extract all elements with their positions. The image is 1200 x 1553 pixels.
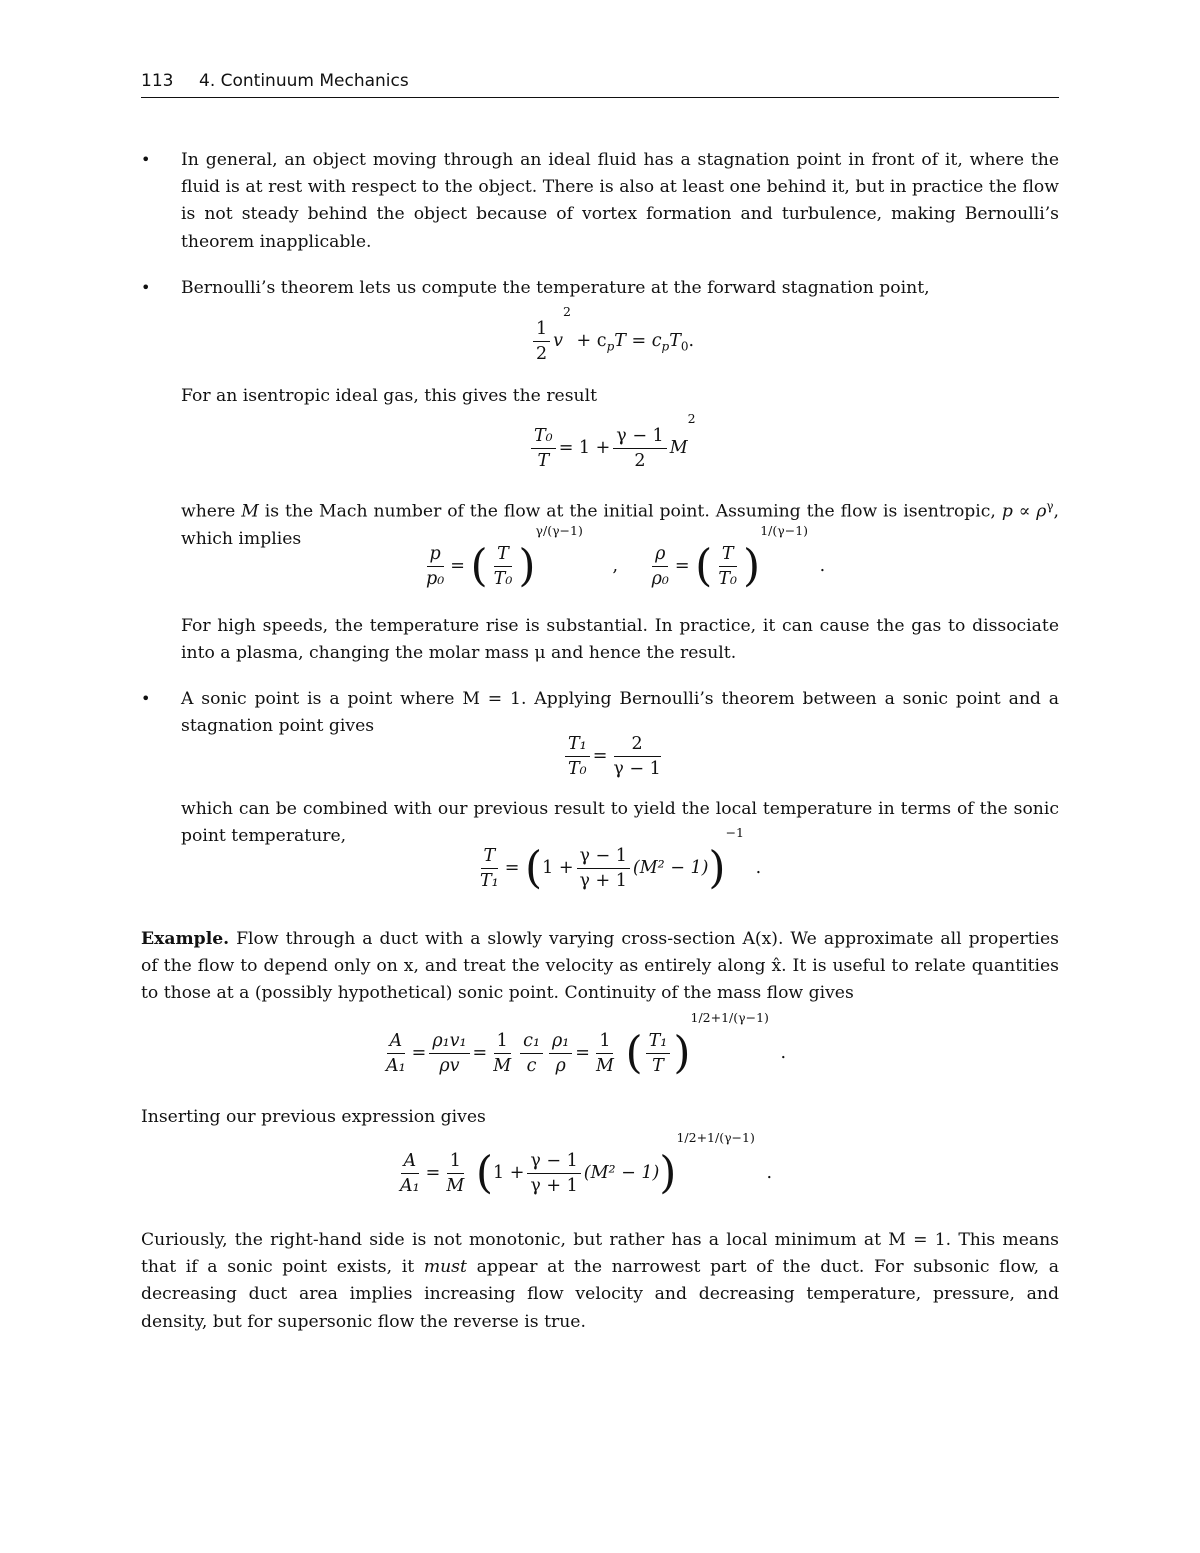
paragraph-sonic-point: A sonic point is a point where M = 1. Applying Bernoulli’s theorem between a sonic point and a stagnation point gives bbox=[181, 689, 1059, 737]
equation-pressure-density: $\frac{p}{\text{p₀}}$ = ( $\frac{T}{\text{T₀}}$ )$^{\gamma/(\gamma-1)}$ , $\frac{\rho}{\text{ρ₀}}$ = ( $\frac{T}{\text{T₀}}$ )$^{1/(\gamma-1)}$ . bbox=[426, 523, 826, 592]
page-header bbox=[141, 70, 1059, 98]
bullet: • bbox=[141, 689, 151, 708]
paragraph-curiously: Curiously, the right-hand side is not monotonic, but rather has a local minimum at M = 1. This means that if a sonic point exists, it must appear at the narrowest part of the duct. For subsonic flow, a decreasing duct area implies increasing flow velocity and decreasing temperature, pressure, and density, but for supersonic flow the reverse is true. bbox=[141, 1230, 1059, 1332]
chapter-title: 4. Continuum Mechanics bbox=[199, 71, 409, 91]
paragraph-stagnation: In general, an object moving through an ideal fluid has a stagnation point in front of it, where the fluid is at rest with respect to the object. There is also at least one behind it, but in practice the flow is not steady behind the object because of vortex formation and turbulence, making Bernoulli’s theorem inapplicable. bbox=[181, 150, 1059, 252]
paragraph-high-speeds: For high speeds, the temperature rise is substantial. In practice, it can cause the gas to dissociate into a plasma, changing the molar mass μ and hence the result. bbox=[181, 616, 1059, 664]
page-number: 113 bbox=[141, 71, 174, 91]
equation-local-temperature: $\frac{T}{\text{T₁}}$ = (1 + $\frac{\gamma - 1}{\gamma + 1}$ (M² − 1))$^{-1}$ . bbox=[480, 825, 762, 894]
bullet: • bbox=[141, 278, 151, 297]
example-label: Example. bbox=[141, 929, 230, 949]
paragraph-mach: where M is the Mach number of the flow at the initial point. Assuming the flow is isentropic, $p \propto \rho^\gamma$, which implies bbox=[181, 499, 1059, 549]
paragraph-inserting: Inserting our previous expression gives bbox=[141, 1107, 486, 1127]
equation-mass-flow: $\frac{A}{\text{A₁}}$ = $\frac{\text{ρ₁v₁}}{\rho v}$ = $\frac{1}{M}$ $\frac{\text{c₁}}{c}$ $\frac{\text{ρ₁}}{\rho}$ = $\frac{1}{M}$ ( $\frac{\text{T₁}}{T}$ )$^{1/2+1/(\gamma-1)}$ . bbox=[386, 1010, 787, 1079]
paragraph-bernoulli: Bernoulli’s theorem lets us compute the temperature at the forward stagnation point, bbox=[181, 278, 930, 298]
equation-stagnation-temperature: $\frac{\text{T₀}}{T}$ = 1 + $\frac{\gamma - 1}{2}$ $M^2$ bbox=[528, 425, 696, 472]
equation-bernoulli: $\frac{1}{2}$ $v^2 + c_pT = c_pT_0$. bbox=[530, 318, 694, 365]
equation-area-ratio: $\frac{A}{\text{A₁}}$ = $\frac{1}{M}$ (1 + $\frac{\gamma - 1}{\gamma + 1}$ (M² − 1))$^{1/2+1/(\gamma-1)}$ . bbox=[400, 1130, 773, 1199]
fraction-half: $\frac{1}{2}$ bbox=[533, 318, 550, 365]
bullet: • bbox=[141, 150, 151, 169]
paragraph-example: Example. Flow through a duct with a slowly varying cross-section A(x). We approximate all properties of the flow to depend only on x, and treat the velocity as entirely along x̂. It is useful to relate quantities to those at a (possibly hypothetical) sonic point. Continuity of the mass flow gives bbox=[141, 929, 1059, 1004]
paragraph-isentropic: For an isentropic ideal gas, this gives the result bbox=[181, 386, 597, 406]
paragraph-combined: which can be combined with our previous result to yield the local temperature in terms of the sonic point temperature, bbox=[181, 799, 1059, 847]
equation-sonic-temperature: $\frac{\text{T₁}}{\text{T₀}}$ = $\frac{2}{\gamma - 1}$ bbox=[562, 733, 667, 780]
